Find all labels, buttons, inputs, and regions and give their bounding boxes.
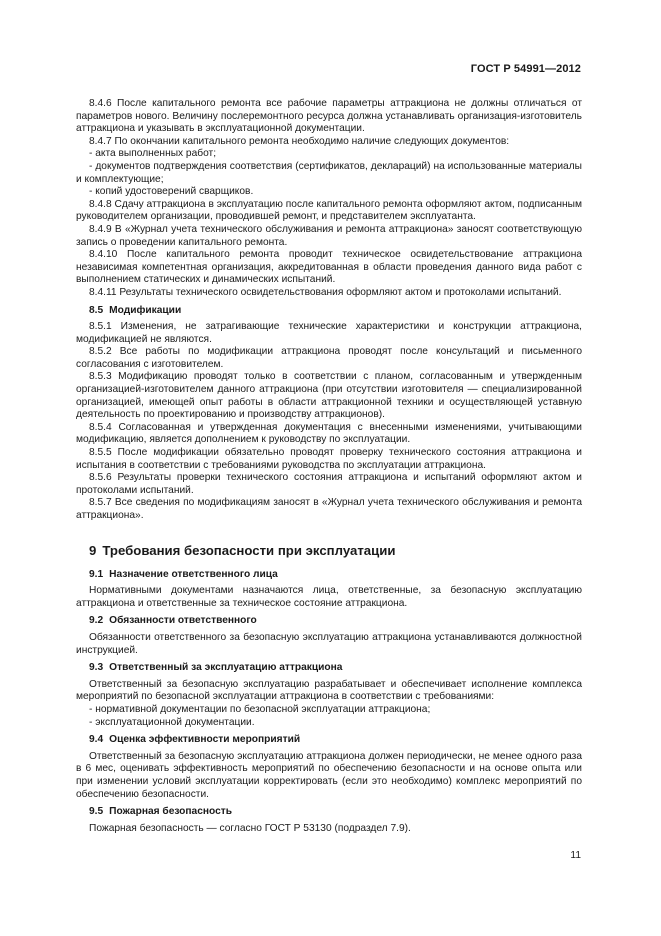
clause-8-5-6: 8.5.6 Результаты проверки технического состояния аттракциона и испытаний оформляют актом и протоколами испытаний. — [76, 472, 582, 496]
subsection-heading-8-5: 8.5 Модификации — [89, 304, 182, 316]
clause-8-5-2: 8.5.2 Все работы по модификации аттракциона проводят после консультаций и письменного согласования с изготовителем. — [76, 346, 582, 370]
section-heading-9: 9 Требования безопасности при эксплуатации — [89, 542, 396, 558]
clause-9-2-text: Обязанности ответственного за безопасную эксплуатацию аттракциона устанавливаются должностной инструкцией. — [76, 631, 582, 656]
document-body — [76, 98, 582, 835]
clause-8-5-1: 8.5.1 Изменения, не затрагивающие технические характеристики и конструкции аттракциона, модификацией не являются. — [76, 321, 582, 345]
subsection-heading-9-4: 9.4 Оценка эффективности мероприятий — [89, 734, 301, 746]
subsection-heading-9-5: 9.5 Пожарная безопасность — [89, 806, 233, 818]
clause-8-4-7: 8.4.7 По окончании капитального ремонта необходимо наличие следующих документов: — [89, 135, 510, 147]
clause-9-3-text: Ответственный за безопасную эксплуатацию разрабатывает и обеспечивает исполнение комплекса мероприятий по безопасной эксплуатации аттракциона в соответствии с требованиями: — [76, 678, 582, 703]
subsection-heading-9-3: 9.3 Ответственный за эксплуатацию аттракциона — [89, 662, 343, 674]
clause-8-5-4: 8.5.4 Согласованная и утвержденная документация с внесенными изменениями, учитывающими модификацию, является дополнением к руководству по эксплуатации. — [76, 421, 582, 446]
subsection-heading-9-2: 9.2 Обязанности ответственного — [89, 615, 257, 627]
page-number: 11 — [570, 850, 581, 861]
subsection-heading-9-1: 9.1 Назначение ответственного лица — [89, 568, 278, 580]
clause-8-4-11: 8.4.11 Результаты технического освидетельствования оформляют актом и протоколами испытаний. — [89, 286, 562, 298]
list-item: - нормативной документации по безопасной эксплуатации аттракциона; — [89, 703, 431, 715]
list-item: - копий удостоверений сварщиков. — [89, 186, 254, 198]
clause-9-4-text: Ответственный за безопасную эксплуатацию аттракциона должен периодически, не менее одного раза в 6 мес, оценивать эффективность мероприятий по обеспечению безопасности и на основе опыта или при изменении условий эксплуатации корректировать (если это необходимо) комплекс мероприятий по обеспечению безопасности. — [76, 750, 582, 800]
list-item: - эксплуатационной документации. — [89, 716, 255, 728]
list-item: - документов подтверждения соответствия (сертификатов, деклараций) на использованные материалы и комплектующие; — [76, 160, 582, 185]
clause-8-4-9: 8.4.9 В «Журнал учета технического обслуживания и ремонта аттракциона» заносят соответствующую запись о проведении капитального ремонта. — [76, 223, 582, 248]
clause-8-4-10: 8.4.10 После капитального ремонта проводит техническое освидетельствование аттракциона независимая компетентная организация, аккредитованная в области проведения данного вида работ с выполнением статических и динамических испытаний. — [76, 249, 582, 286]
standard-header: ГОСТ Р 54991—2012 — [470, 63, 581, 75]
clause-8-5-5: 8.5.5 После модификации обязательно проводят проверку технического состояния аттракциона и испытания в соответствии с требованиями руководства по эксплуатации аттракциона. — [76, 447, 582, 471]
list-item: - акта выполненных работ; — [89, 148, 217, 160]
clause-8-4-6: 8.4.6 После капитального ремонта все рабочие параметры аттракциона не должны отличаться от параметров нового. Величину послеремонтного ресурса должна устанавливать организация-изготовитель аттракциона и указывать в эксплуатационной документации. — [76, 98, 582, 135]
clause-9-5-text: Пожарная безопасность — согласно ГОСТ Р 53130 (подраздел 7.9). — [89, 822, 411, 834]
clause-8-5-7: 8.5.7 Все сведения по модификациям заносят в «Журнал учета технического обслуживания и ремонта аттракциона». — [76, 497, 582, 521]
clause-9-1-text: Нормативными документами назначаются лица, ответственные, за безопасную эксплуатацию аттракциона и ответственные за техническое состояние аттракциона. — [76, 585, 582, 609]
clause-8-5-3: 8.5.3 Модификацию проводят только в соответствии с планом, согласованным и утвержденным организацией-изготовителем данного аттракциона (при отсутствии изготовителя — специализированной организацией, имеющей опыт работы в области аттракционной техники и осуществляющей уставную деятельность по проектированию и производству аттракционов). — [76, 371, 582, 421]
clause-8-4-8: 8.4.8 Сдачу аттракциона в эксплуатацию после капитального ремонта оформляют актом, подписанным руководителем организации, проводившей ремонт, и представителем эксплуатанта. — [76, 198, 582, 223]
